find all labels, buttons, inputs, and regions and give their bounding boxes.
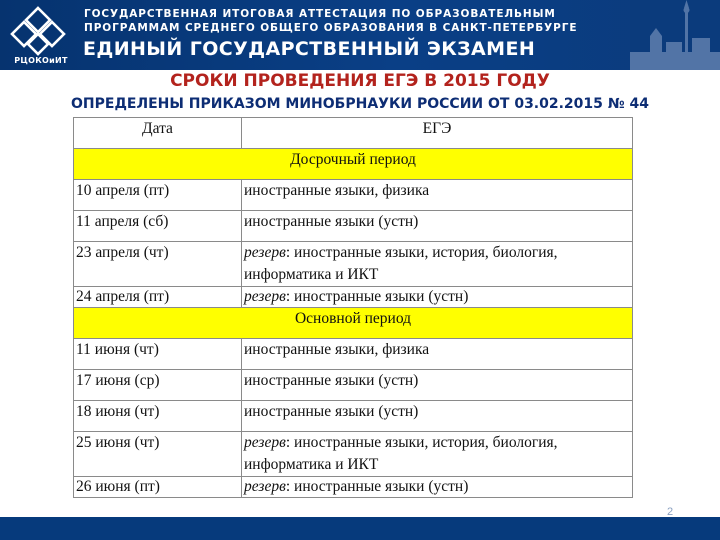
reserve-label: резерв [244,288,286,305]
banner-line-2: ПРОГРАММАМ СРЕДНЕГО ОБЩЕГО ОБРАЗОВАНИЯ В САНКТ-ПЕТЕРБУРГЕ [84,22,578,34]
exam-text: : иностранные языки (устн) [285,478,469,495]
date-cell: 24 апреля (пт) [74,287,242,308]
exam-cell: иностранные языки, физика [242,180,633,211]
header-date: Дата [74,118,242,149]
page-title: СРОКИ ПРОВЕДЕНИЯ ЕГЭ В 2015 ГОДУ [170,71,550,91]
table-row [74,180,633,211]
period-label: Основной период [74,308,633,339]
table-row [74,211,633,242]
date-cell: 11 апреля (сб) [74,211,242,242]
page-number: 2 [667,506,674,518]
exam-text: : иностранные языки (устн) [285,288,469,305]
table-row [74,287,633,308]
date-cell: 26 июня (пт) [74,477,242,498]
table-row [74,401,633,432]
header-banner [0,0,720,70]
city-skyline-image [630,0,720,70]
banner-line-1: ГОСУДАРСТВЕННАЯ ИТОГОВАЯ АТТЕСТАЦИЯ ПО ОБРАЗОВАТЕЛЬНЫМ [84,8,556,20]
exam-cell [242,477,633,498]
date-cell: 25 июня (чт) [74,432,242,477]
date-cell: 17 июня (ср) [74,370,242,401]
logo-label: РЦОКОиИТ [14,56,68,65]
exam-schedule-table [73,117,633,498]
period-row-main [74,308,633,339]
table-row [74,370,633,401]
header-exam: ЕГЭ [242,118,633,149]
exam-cell [242,432,633,477]
page-subtitle: ОПРЕДЕЛЕНЫ ПРИКАЗОМ МИНОБРНАУКИ РОССИИ ОТ 03.02.2015 № 44 [71,96,649,112]
exam-cell [242,287,633,308]
exam-cell: иностранные языки (устн) [242,211,633,242]
period-label: Досрочный период [74,149,633,180]
rcoko-logo-icon [6,4,70,66]
footer-bar [0,517,720,540]
table-row [74,477,633,498]
period-row-early [74,149,633,180]
exam-cell: иностранные языки (устн) [242,370,633,401]
date-cell: 18 июня (чт) [74,401,242,432]
table-row [74,432,633,477]
exam-text: : иностранные языки, история, биология, информатика и ИКТ [244,434,558,473]
exam-text: : иностранные языки, история, биология, информатика и ИКТ [244,244,558,283]
date-cell: 11 июня (чт) [74,339,242,370]
table-row [74,242,633,287]
date-cell: 10 апреля (пт) [74,180,242,211]
exam-cell [242,242,633,287]
banner-title: ЕДИНЫЙ ГОСУДАРСТВЕННЫЙ ЭКЗАМЕН [83,38,536,60]
table-row [74,339,633,370]
date-cell: 23 апреля (чт) [74,242,242,287]
reserve-label: резерв [244,244,286,261]
reserve-label: резерв [244,434,286,451]
table-header-row [74,118,633,149]
exam-cell: иностранные языки, физика [242,339,633,370]
exam-cell: иностранные языки (устн) [242,401,633,432]
reserve-label: резерв [244,478,286,495]
